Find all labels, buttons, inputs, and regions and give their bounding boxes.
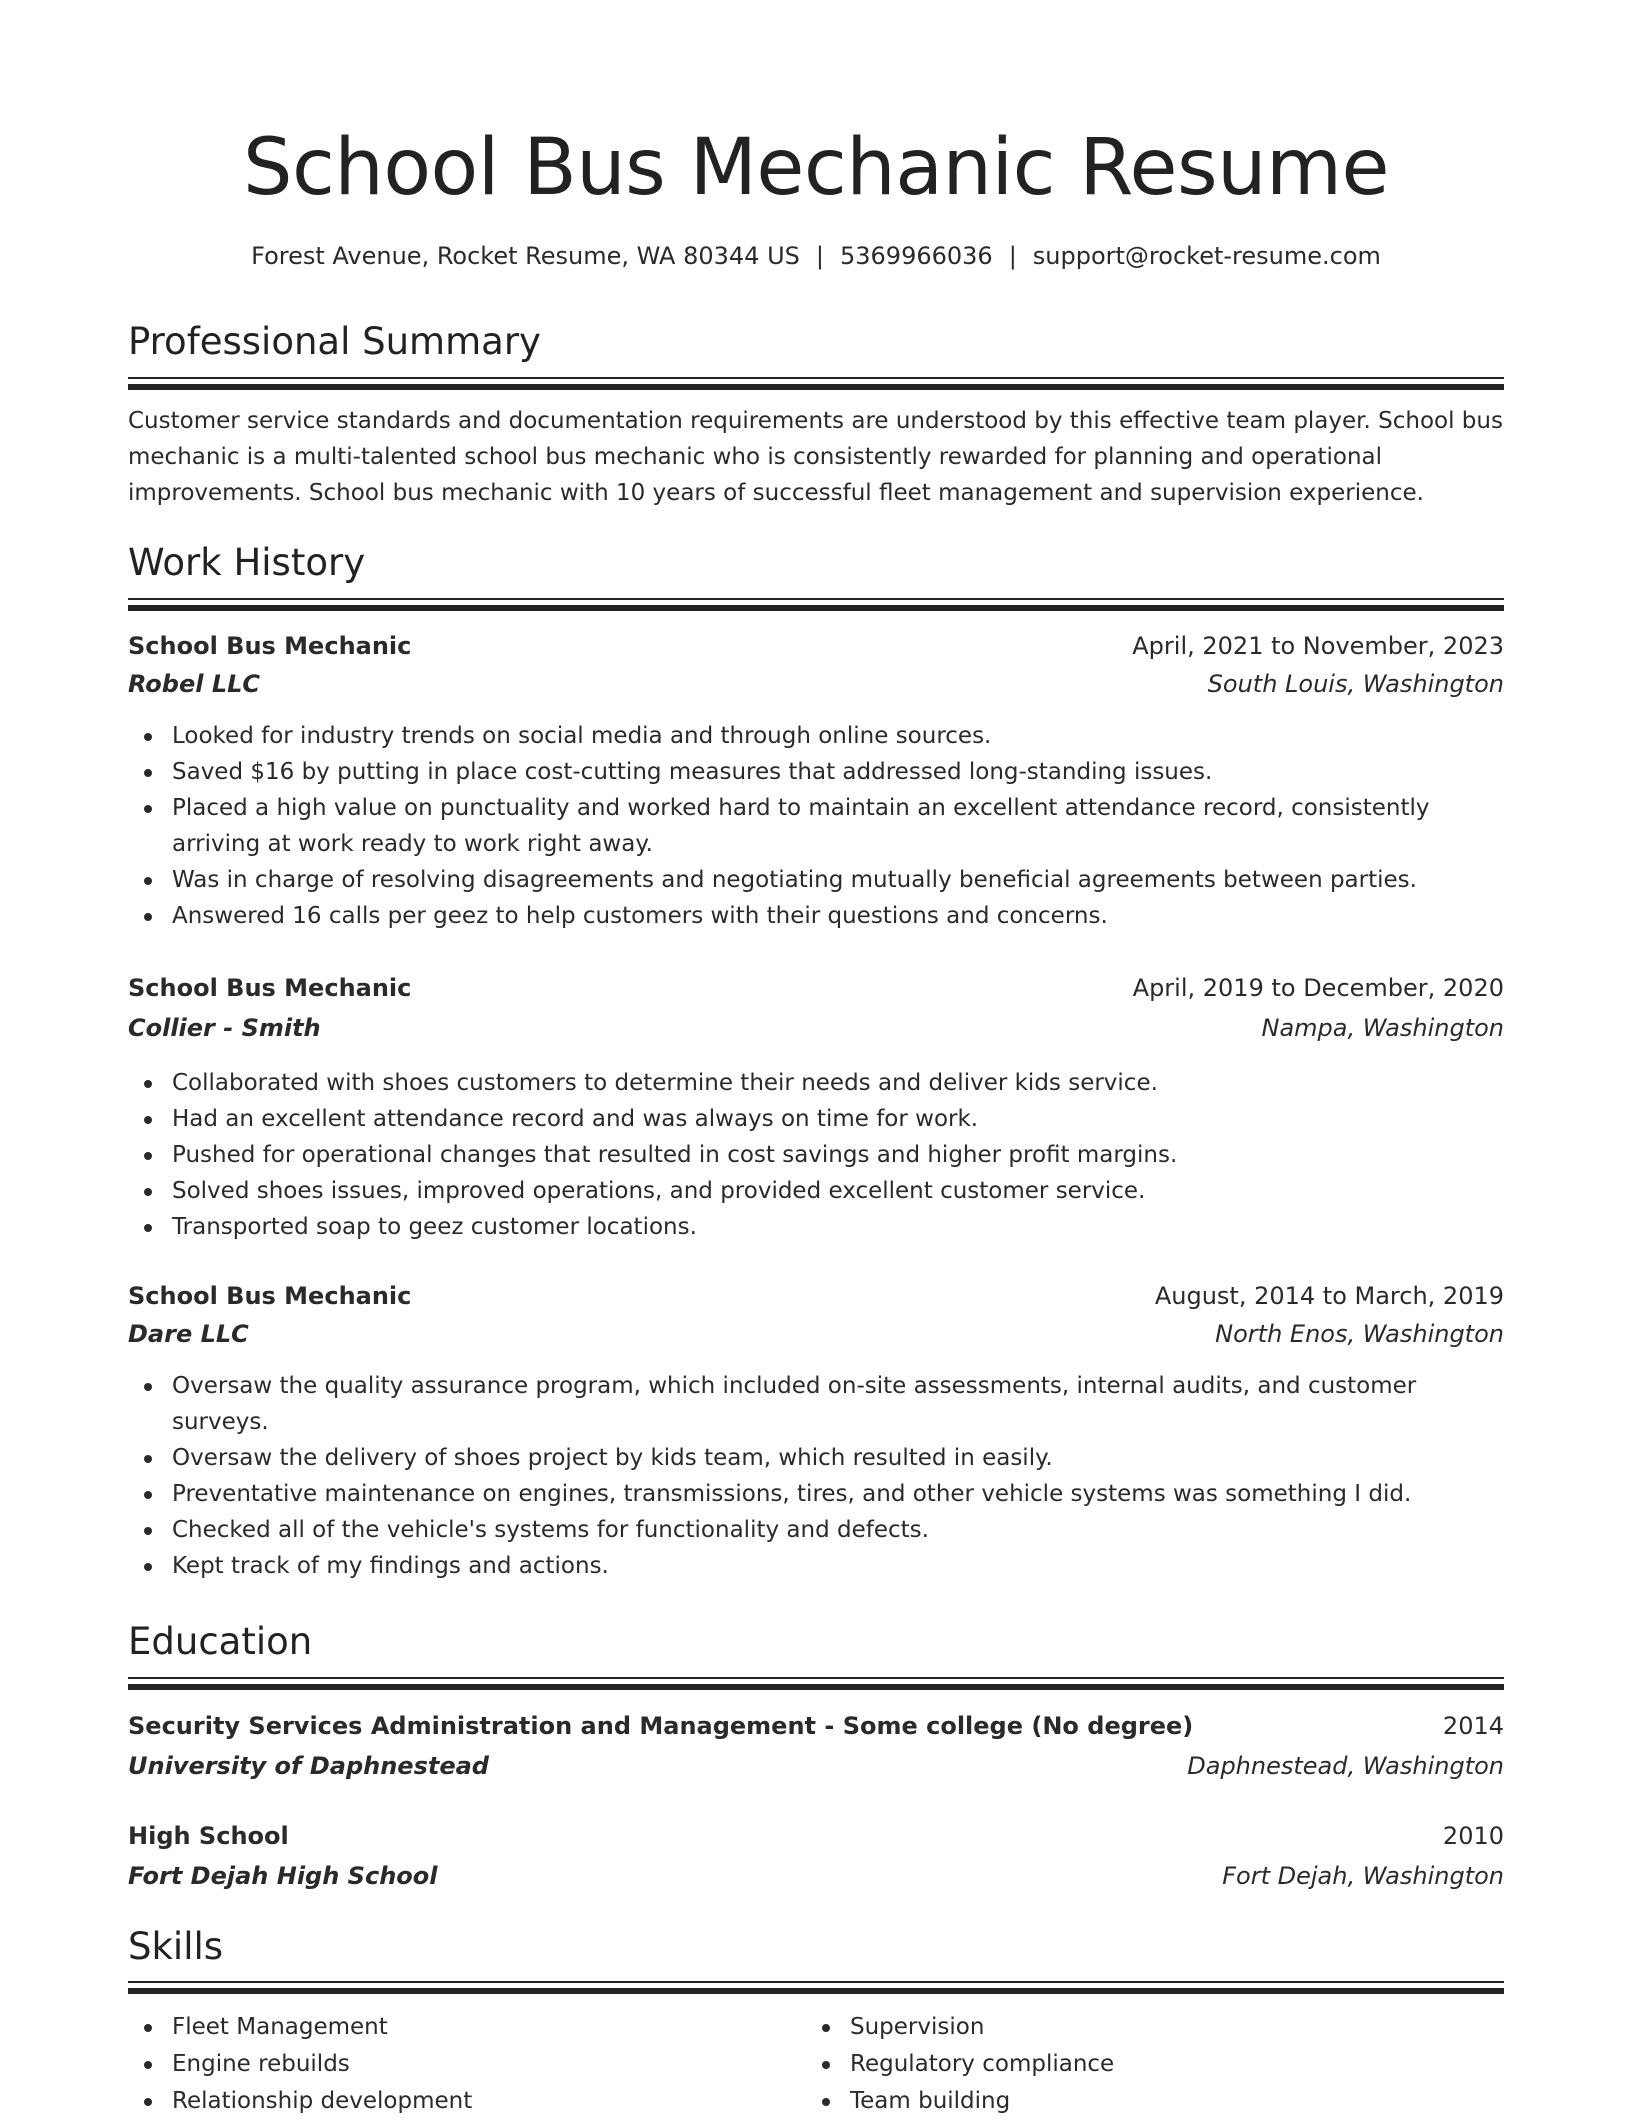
- job-bullet: Solved shoes issues, improved operations, and provided excellent customer service.: [172, 1173, 1504, 1209]
- skills-list-right: [850, 2009, 1114, 2120]
- education-year: 2010: [1442, 1822, 1504, 1850]
- education-year: 2014: [1442, 1712, 1504, 1740]
- contact-email[interactable]: support@rocket-resume.com: [1032, 242, 1381, 270]
- section-divider: [128, 598, 1504, 611]
- job-bullet: Looked for industry trends on social media and through online sources.: [172, 718, 1504, 754]
- job-bullet: Oversaw the quality assurance program, which included on-site assessments, internal audits, and customer surveys.: [172, 1368, 1504, 1440]
- job-company: Robel LLC: [128, 670, 261, 698]
- contact-separator: |: [1008, 242, 1017, 270]
- job-entry-header: [128, 628, 1504, 698]
- job-dates: April, 2021 to November, 2023: [1132, 632, 1504, 660]
- section-title-summary: Professional Summary: [128, 320, 541, 363]
- education-school: Fort Dejah High School: [128, 1862, 438, 1890]
- section-title-education: Education: [128, 1620, 313, 1663]
- contact-separator: |: [815, 242, 824, 270]
- job-dates: April, 2019 to December, 2020: [1132, 974, 1504, 1002]
- education-location: Daphnestead, Washington: [1187, 1752, 1504, 1780]
- job-title: School Bus Mechanic: [128, 1282, 412, 1310]
- contact-line: [128, 238, 1504, 274]
- job-bullet: Was in charge of resolving disagreements and negotiating mutually beneficial agreements between parties.: [172, 862, 1504, 898]
- job-bullet: Checked all of the vehicle's systems for functionality and defects.: [172, 1512, 1504, 1548]
- section-divider: [128, 377, 1504, 390]
- education-school: University of Daphnestead: [128, 1752, 489, 1780]
- section-divider: [128, 1981, 1504, 1994]
- education-degree: Security Services Administration and Management - Some college (No degree): [128, 1712, 1194, 1740]
- job-bullet: Placed a high value on punctuality and worked hard to maintain an excellent attendance record, consistently arriving at work ready to work right away.: [172, 790, 1504, 862]
- skill-item: Fleet Management: [172, 2009, 472, 2046]
- skills-list-left: [172, 2009, 472, 2120]
- job-entry-header: [128, 1278, 1504, 1348]
- job-bullet: Preventative maintenance on engines, transmissions, tires, and other vehicle systems was something I did.: [172, 1476, 1504, 1512]
- job-bullet: Transported soap to geez customer locations.: [172, 1209, 1504, 1245]
- resume-title: School Bus Mechanic Resume: [242, 123, 1390, 213]
- summary-text: Customer service standards and documentation requirements are understood by this effective team player. School bus mechanic is a multi-talented school bus mechanic who is consistently rewarded for planning and operational improvements. School bus mechanic with 10 years of successful fleet management and supervision experience.: [128, 408, 1503, 506]
- job-location: South Louis, Washington: [1207, 670, 1504, 698]
- job-bullet: Collaborated with shoes customers to determine their needs and deliver kids service.: [172, 1065, 1504, 1101]
- job-location: North Enos, Washington: [1215, 1320, 1504, 1348]
- education-entry: [128, 1818, 1504, 1890]
- section-title-work-history: Work History: [128, 541, 366, 584]
- job-bullet-list: [128, 1065, 1504, 1245]
- skill-item: Relationship development: [172, 2083, 472, 2120]
- contact-address: Forest Avenue, Rocket Resume, WA 80344 US: [251, 242, 800, 270]
- section-title-skills: Skills: [128, 1925, 224, 1968]
- job-bullet: Saved $16 by putting in place cost-cutting measures that addressed long-standing issues.: [172, 754, 1504, 790]
- job-bullet: Answered 16 calls per geez to help customers with their questions and concerns.: [172, 898, 1504, 934]
- job-company: Collier - Smith: [128, 1014, 321, 1042]
- job-bullet-list: [128, 1368, 1504, 1584]
- education-degree: High School: [128, 1822, 289, 1850]
- job-bullet: Pushed for operational changes that resulted in cost savings and higher profit margins.: [172, 1137, 1504, 1173]
- skill-item: Regulatory compliance: [850, 2046, 1114, 2083]
- job-title: School Bus Mechanic: [128, 974, 412, 1002]
- skill-item: Team building: [850, 2083, 1114, 2120]
- skill-item: Engine rebuilds: [172, 2046, 472, 2083]
- job-location: Nampa, Washington: [1261, 1014, 1504, 1042]
- job-bullet-list: [128, 718, 1504, 934]
- job-bullet: Oversaw the delivery of shoes project by kids team, which resulted in easily.: [172, 1440, 1504, 1476]
- job-bullet: Had an excellent attendance record and was always on time for work.: [172, 1101, 1504, 1137]
- education-location: Fort Dejah, Washington: [1222, 1862, 1504, 1890]
- contact-phone: 5369966036: [839, 242, 993, 270]
- job-title: School Bus Mechanic: [128, 632, 412, 660]
- job-company: Dare LLC: [128, 1320, 249, 1348]
- section-divider: [128, 1677, 1504, 1690]
- job-bullet: Kept track of my findings and actions.: [172, 1548, 1504, 1584]
- skill-item: Supervision: [850, 2009, 1114, 2046]
- job-entry-header: [128, 970, 1504, 1042]
- job-dates: August, 2014 to March, 2019: [1154, 1282, 1504, 1310]
- education-entry: [128, 1708, 1504, 1780]
